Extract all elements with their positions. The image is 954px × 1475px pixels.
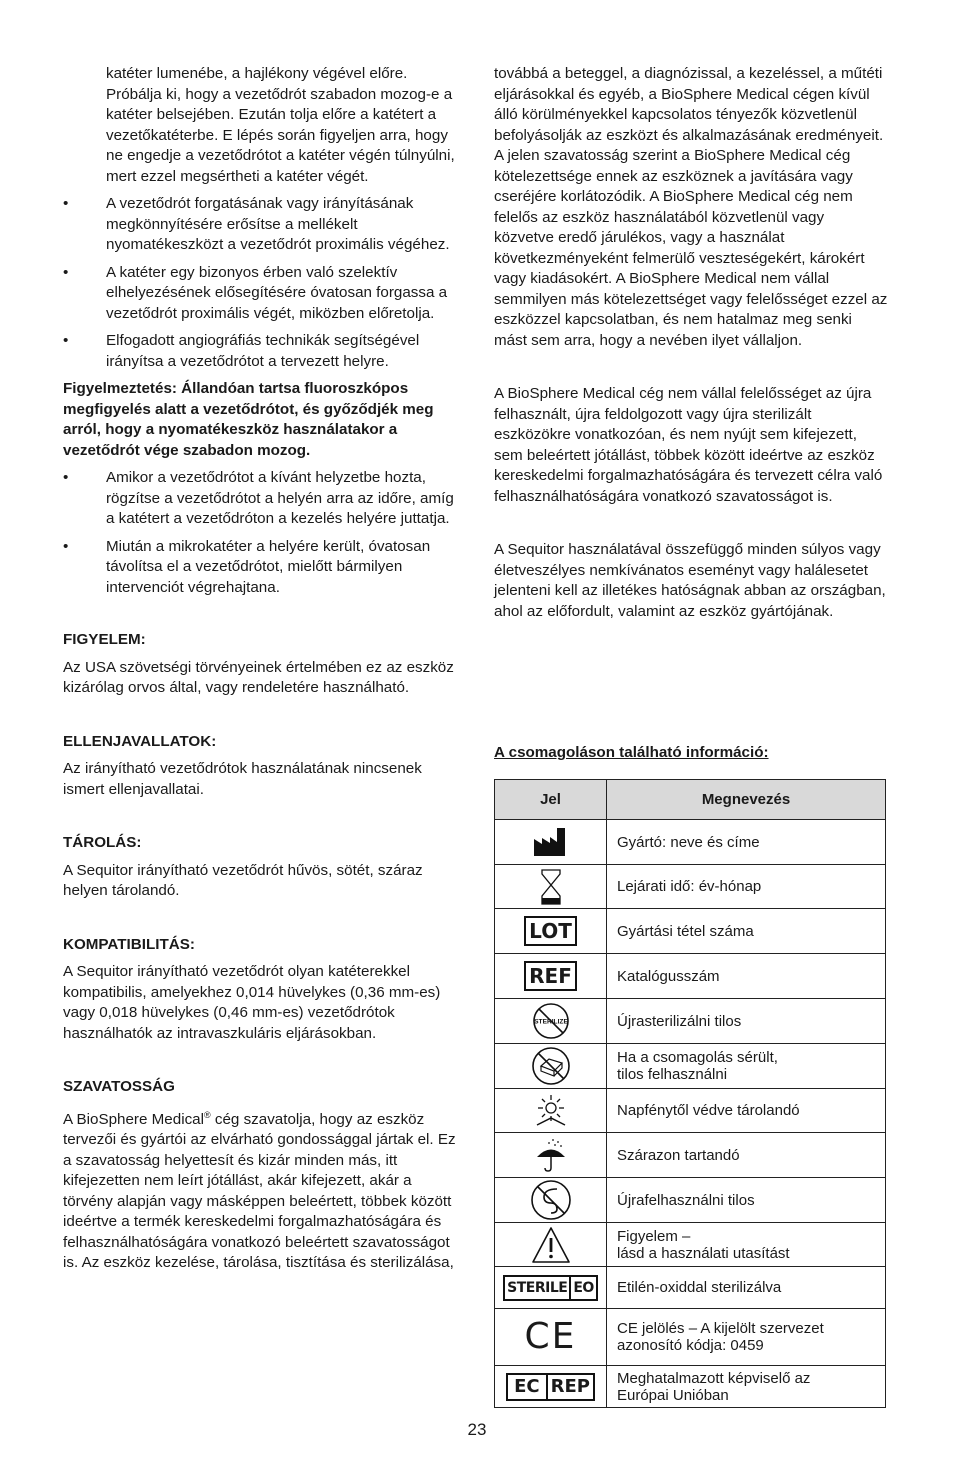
lot-label: LOT [524,916,577,946]
ec-label: EC [514,1375,540,1397]
ellenjavallatok-text: Az irányítható vezetődrótok használatának nincsenek ismert ellenjavallatai. [63,760,422,798]
table-header-row [495,780,886,820]
list-item [63,537,458,599]
umbrella-icon [495,1133,607,1178]
warranty-continuation: továbbá a beteggel, a diagnózissal, a kezeléssel, a műtéti eljárásokkal és egyéb, a BioSphere Medical cégen kívül álló körülményekkel kapcsolatos tényezők közvetlenül befolyásolják az eszközt és alkalmazásának eredményeit. A jelen szavatosság szerint a BioSphere Medical cég kötelezettsége ennek az eszköznek a javítására vagy cseréjére korlátozódik. A BioSphere Medical cég nem felelős az eszköz használatából közvetlenül vagy közvetve eredő járulékos, vagy a használat következményeként felmerülő veszteségekért, károkért vagy kiadásokért. A BioSphere Medical nem vállal semmilyen más kötelezettséget vagy felelősséget ezzel az eszközzel kapcsolatban, és nem hatalmaz meg senki mást sem arra, hogy a nevében ilyet vállaljon. [494,65,888,349]
list-item [63,468,458,530]
brand-name: A BioSphere Medical [63,1110,204,1128]
ref-label: REF [524,961,577,991]
list-item-text: Miután a mikrokatéter a helyére került, óvatosan távolítsa el a vezetődrótot, mielőtt bármilyen intervenciót végrehajtana. [106,537,431,596]
hourglass-icon [495,865,607,909]
sunlight-icon [495,1089,607,1133]
symbol-description: Gyártási tétel száma [607,909,886,954]
list-item-text: A katéter egy bizonyos érben való szelektív elhelyezésének elősegítésére óvatosan forgassa a vezetődrót proximális végét, miközben előretolja. [106,263,448,322]
bullet-icon: • [63,537,69,555]
table-row [495,1133,886,1178]
sterilize-label: STERILIZE [533,1018,568,1026]
bullet-icon: • [63,195,69,212]
symbol-description: Újrafelhasználni tilos [607,1178,886,1223]
list-item-text: Elfogadott angiográfiás technikák segítségével irányítsa a vezetődrótot a tervezett helyre. [106,332,420,370]
table-row [495,865,886,909]
figyelem-text: Az USA szövetségi törvényeinek értelmében ez az eszköz kizárólag orvos által, vagy rendeletére használható. [63,658,454,696]
ec-rep-icon [495,1366,607,1408]
symbol-description: Figyelem – lásd a használati utasítást [607,1223,886,1267]
ref-icon [495,954,607,999]
section-heading-ellenjavallatok: ELLENJAVALLATOK: [63,732,217,750]
table-row [495,1309,886,1366]
manufacturer-icon [495,820,607,865]
symbol-table [494,779,886,1408]
reuse-liability-text: A BioSphere Medical cég nem vállal felelősséget az újra felhasznált, újra feldolgozott vagy újra sterilizált eszközökre vonatkozóan, és nem nyújt sem kifejezett, sem beleértett jótállást, többek között ideértve az eszköz kereskedelmi forgalmazhatóságára és tervezett célra való felhasználhatóságára vonatkozó szavatosságot is. [494,385,883,505]
right-column [494,64,888,761]
caution-icon [495,1223,607,1267]
table-row [495,1267,886,1309]
symbol-description: Napfénytől védve tárolandó [607,1089,886,1133]
list-item-text: Amikor a vezetődrótot a kívánt helyzetbe hozta, rögzítse a vezetődrótot a helyén arra az időre, amíg a katétert a vezetődróton a kezelés helyére juttatja. [106,469,454,527]
table-row [495,820,886,865]
list-item-text: A vezetődrót forgatásának vagy irányításának megkönnyítésére erősítse a mellékelt nyomatékeszközt a vezetődrót proximális végéhez. [106,195,450,253]
symbol-description: Lejárati idő: év-hónap [607,865,886,909]
list-item [63,194,458,256]
page-number: 23 [467,1420,487,1439]
szavatossag-text [63,1105,458,1274]
eo-label: EO [569,1277,595,1299]
table-row [495,1044,886,1089]
table-row [495,1089,886,1133]
tarolas-text: A Sequitor irányítható vezetődrót hűvös, sötét, száraz helyen tárolandó. [63,861,423,899]
registered-mark: ® [204,1109,211,1120]
kompatibilitas-text: A Sequitor irányítható vezetődrót olyan katéterekkel kompatibilis, amelyekhez 0,014 hüvelykes (0,36 mm-es) vagy 0,018 hüvelykes (0,46 mm-es) vezetődrótok használhatók az intravaszkuláris eljárásokban. [63,963,441,1042]
bullet-icon: • [63,332,69,349]
table-row [495,999,886,1044]
packaging-info-heading: A csomagoláson található információ: [494,744,769,761]
symbol-description: CE jelölés – A kijelölt szervezet azonosító kódja: 0459 [607,1309,886,1366]
symbol-description: Meghatalmazott képviselő az Európai Unióban [607,1366,886,1408]
no-reuse-icon [495,1178,607,1223]
symbol-description: Katalógusszám [607,954,886,999]
rep-label: REP [546,1375,593,1399]
symbol-description: Újrasterilizálni tilos [607,999,886,1044]
sterile-label: STERILE [507,1279,568,1296]
no-resterilize-icon [495,999,607,1044]
damaged-package-icon [495,1044,607,1089]
adverse-event-text: A Sequitor használatával összefüggő minden súlyos vagy életveszélyes nemkívánatos eseményt vagy halálesetet jelenteni kell az illetékes hatóságnak abban az országban, ahol az előfordult, valamint az eszköz gyártójának. [494,541,886,620]
ce-label: CE [524,1316,577,1357]
column-header-jel: Jel [495,780,607,820]
column-header-megnevezes: Megnevezés [607,780,886,820]
lot-icon [495,909,607,954]
paragraph-continuation: katéter lumenébe, a hajlékony végével előre. Próbálja ki, hogy a vezetődrót szabadon mozog-e a katéter belsejében. Ezután tolja előre a katétert a vezetőkatéterbe. E lépés során figyeljen arra, hogy ne engedje a vezetődrótot a katéter végén túlnyúlni, mert ezzel megsértheti a katéter végét. [106,65,455,185]
table-row [495,1178,886,1223]
symbol-description: Gyártó: neve és címe [607,820,886,865]
list-item [63,263,458,325]
symbol-description: Ha a csomagolás sérült, tilos felhasználni [607,1044,886,1089]
bullet-list-1 [63,194,458,372]
bullet-icon: • [63,469,69,486]
sterile-eo-icon [495,1267,607,1309]
table-row [495,1223,886,1267]
section-heading-tarolas: TÁROLÁS: [63,834,142,851]
symbol-description: Szárazon tartandó [607,1133,886,1178]
warning-paragraph: Figyelmeztetés: Állandóan tartsa fluoroszkópos megfigyelés alatt a vezetődrótot, és győződjék meg arról, hogy a nyomatékeszköz használatakor a vezetődrót vége szabadon mozog. [63,380,434,459]
table-row [495,1366,886,1408]
ce-mark-icon [495,1309,607,1366]
left-column [63,64,458,1274]
bullet-list-2 [63,468,458,598]
section-heading-szavatossag: SZAVATOSSÁG [63,1078,175,1095]
szavatossag-body: cég szavatolja, hogy az eszköz tervezői és gyártói az elvárható gondossággal jártak el. Ez a szavatosság helyettesít és kizár minden más, itt kifejezetten nem leírt jótállást, akár kifejezett, akár a törvény alapján vagy másképpen beleértett, többek között ideértve a termék kereskedelmi forgalmazhatóságára és felhasználhatóságára vonatkozó beleértett szavatosságot is. Az eszköz kezelése, tárolása, tisztítása és sterilizálása, [63,1110,456,1272]
symbol-description: Etilén-oxiddal sterilizálva [607,1267,886,1309]
list-item [63,331,458,372]
section-heading-figyelem: FIGYELEM: [63,631,146,648]
bullet-icon: • [63,263,69,281]
table-row [495,909,886,954]
section-heading-kompatibilitas: KOMPATIBILITÁS: [63,935,195,953]
table-row [495,954,886,999]
